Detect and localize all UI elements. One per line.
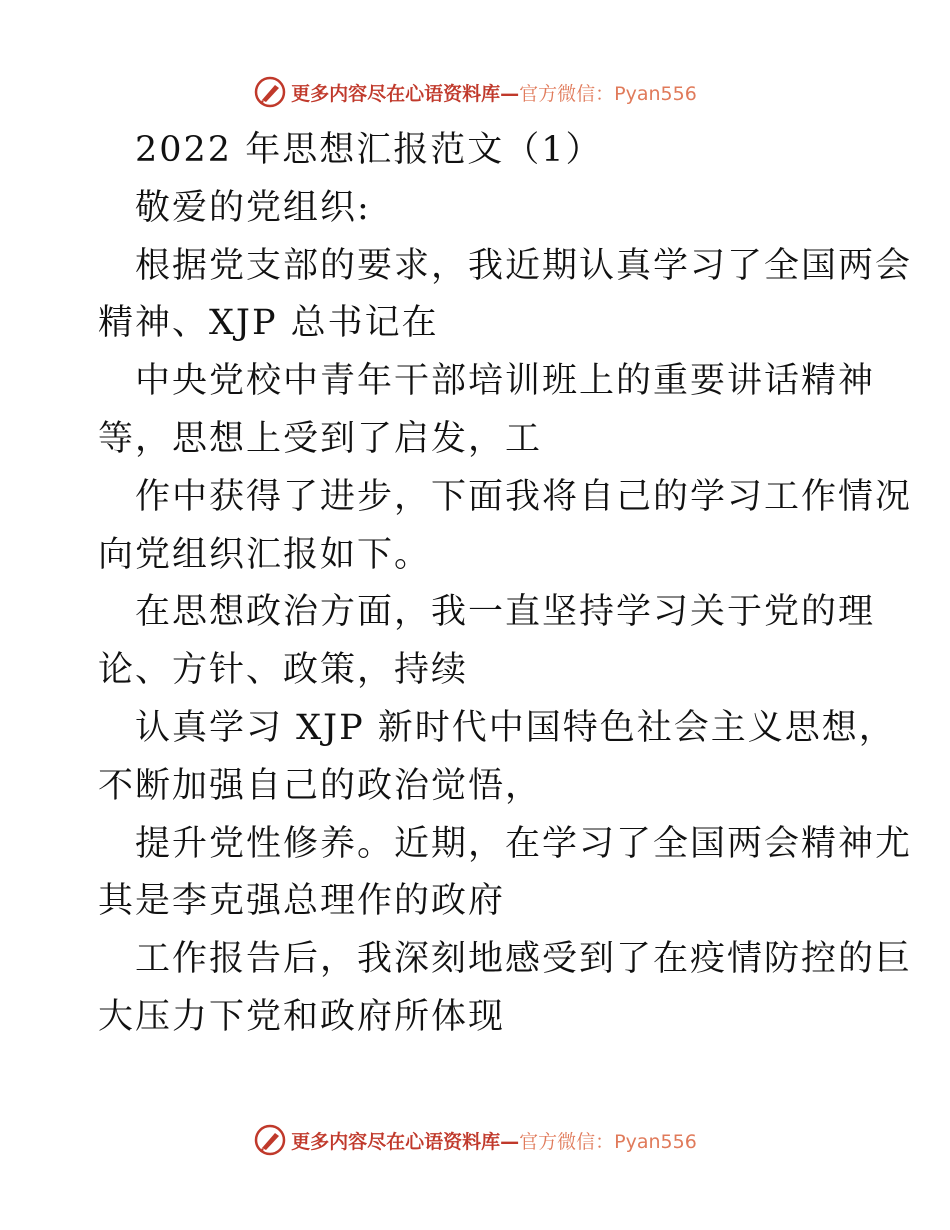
banner-wechat-text: 官方微信：Pyan556 [519, 1130, 697, 1153]
document-body [98, 122, 913, 1047]
pen-logo-icon [253, 75, 287, 109]
text-line: 等，思想上受到了启发，工 [98, 418, 543, 459]
salutation: 敬爱的党组织: [135, 187, 371, 228]
text-line: 其是李克强总理作的政府 [98, 881, 506, 922]
text-line: 认真学习 XJP 新时代中国特色社会主义思想， [135, 707, 896, 748]
header-banner [0, 72, 950, 112]
text-line: 不断加强自己的政治觉悟， [98, 765, 543, 806]
text-line: 工作报告后，我深刻地感受到了在疫情防控的巨 [135, 939, 913, 980]
text-line: 中央党校中青年干部培训班上的重要讲话精神 [135, 361, 876, 402]
text-line: 根据党支部的要求，我近期认真学习了全国两会 [135, 245, 913, 286]
text-line: 大压力下党和政府所体现 [98, 996, 506, 1037]
text-line: 向党组织汇报如下。 [98, 534, 432, 575]
text-line: 论、方针、政策，持续 [98, 650, 469, 691]
banner-main-text: 更多内容尽在心语资料库— [291, 82, 520, 105]
text-line: 提升党性修养。近期，在学习了全国两会精神尤 [135, 823, 913, 864]
pen-logo-icon [253, 1123, 287, 1157]
footer-banner [0, 1120, 950, 1160]
document-title: 2022 年思想汇报范文（1） [135, 130, 603, 170]
banner-main-text: 更多内容尽在心语资料库— [291, 1130, 520, 1153]
banner-wechat-text: 官方微信：Pyan556 [519, 82, 697, 105]
text-line: 作中获得了进步，下面我将自己的学习工作情况 [135, 476, 913, 517]
text-line: 精神、XJP 总书记在 [98, 303, 439, 344]
text-line: 在思想政治方面，我一直坚持学习关于党的理 [135, 592, 876, 633]
